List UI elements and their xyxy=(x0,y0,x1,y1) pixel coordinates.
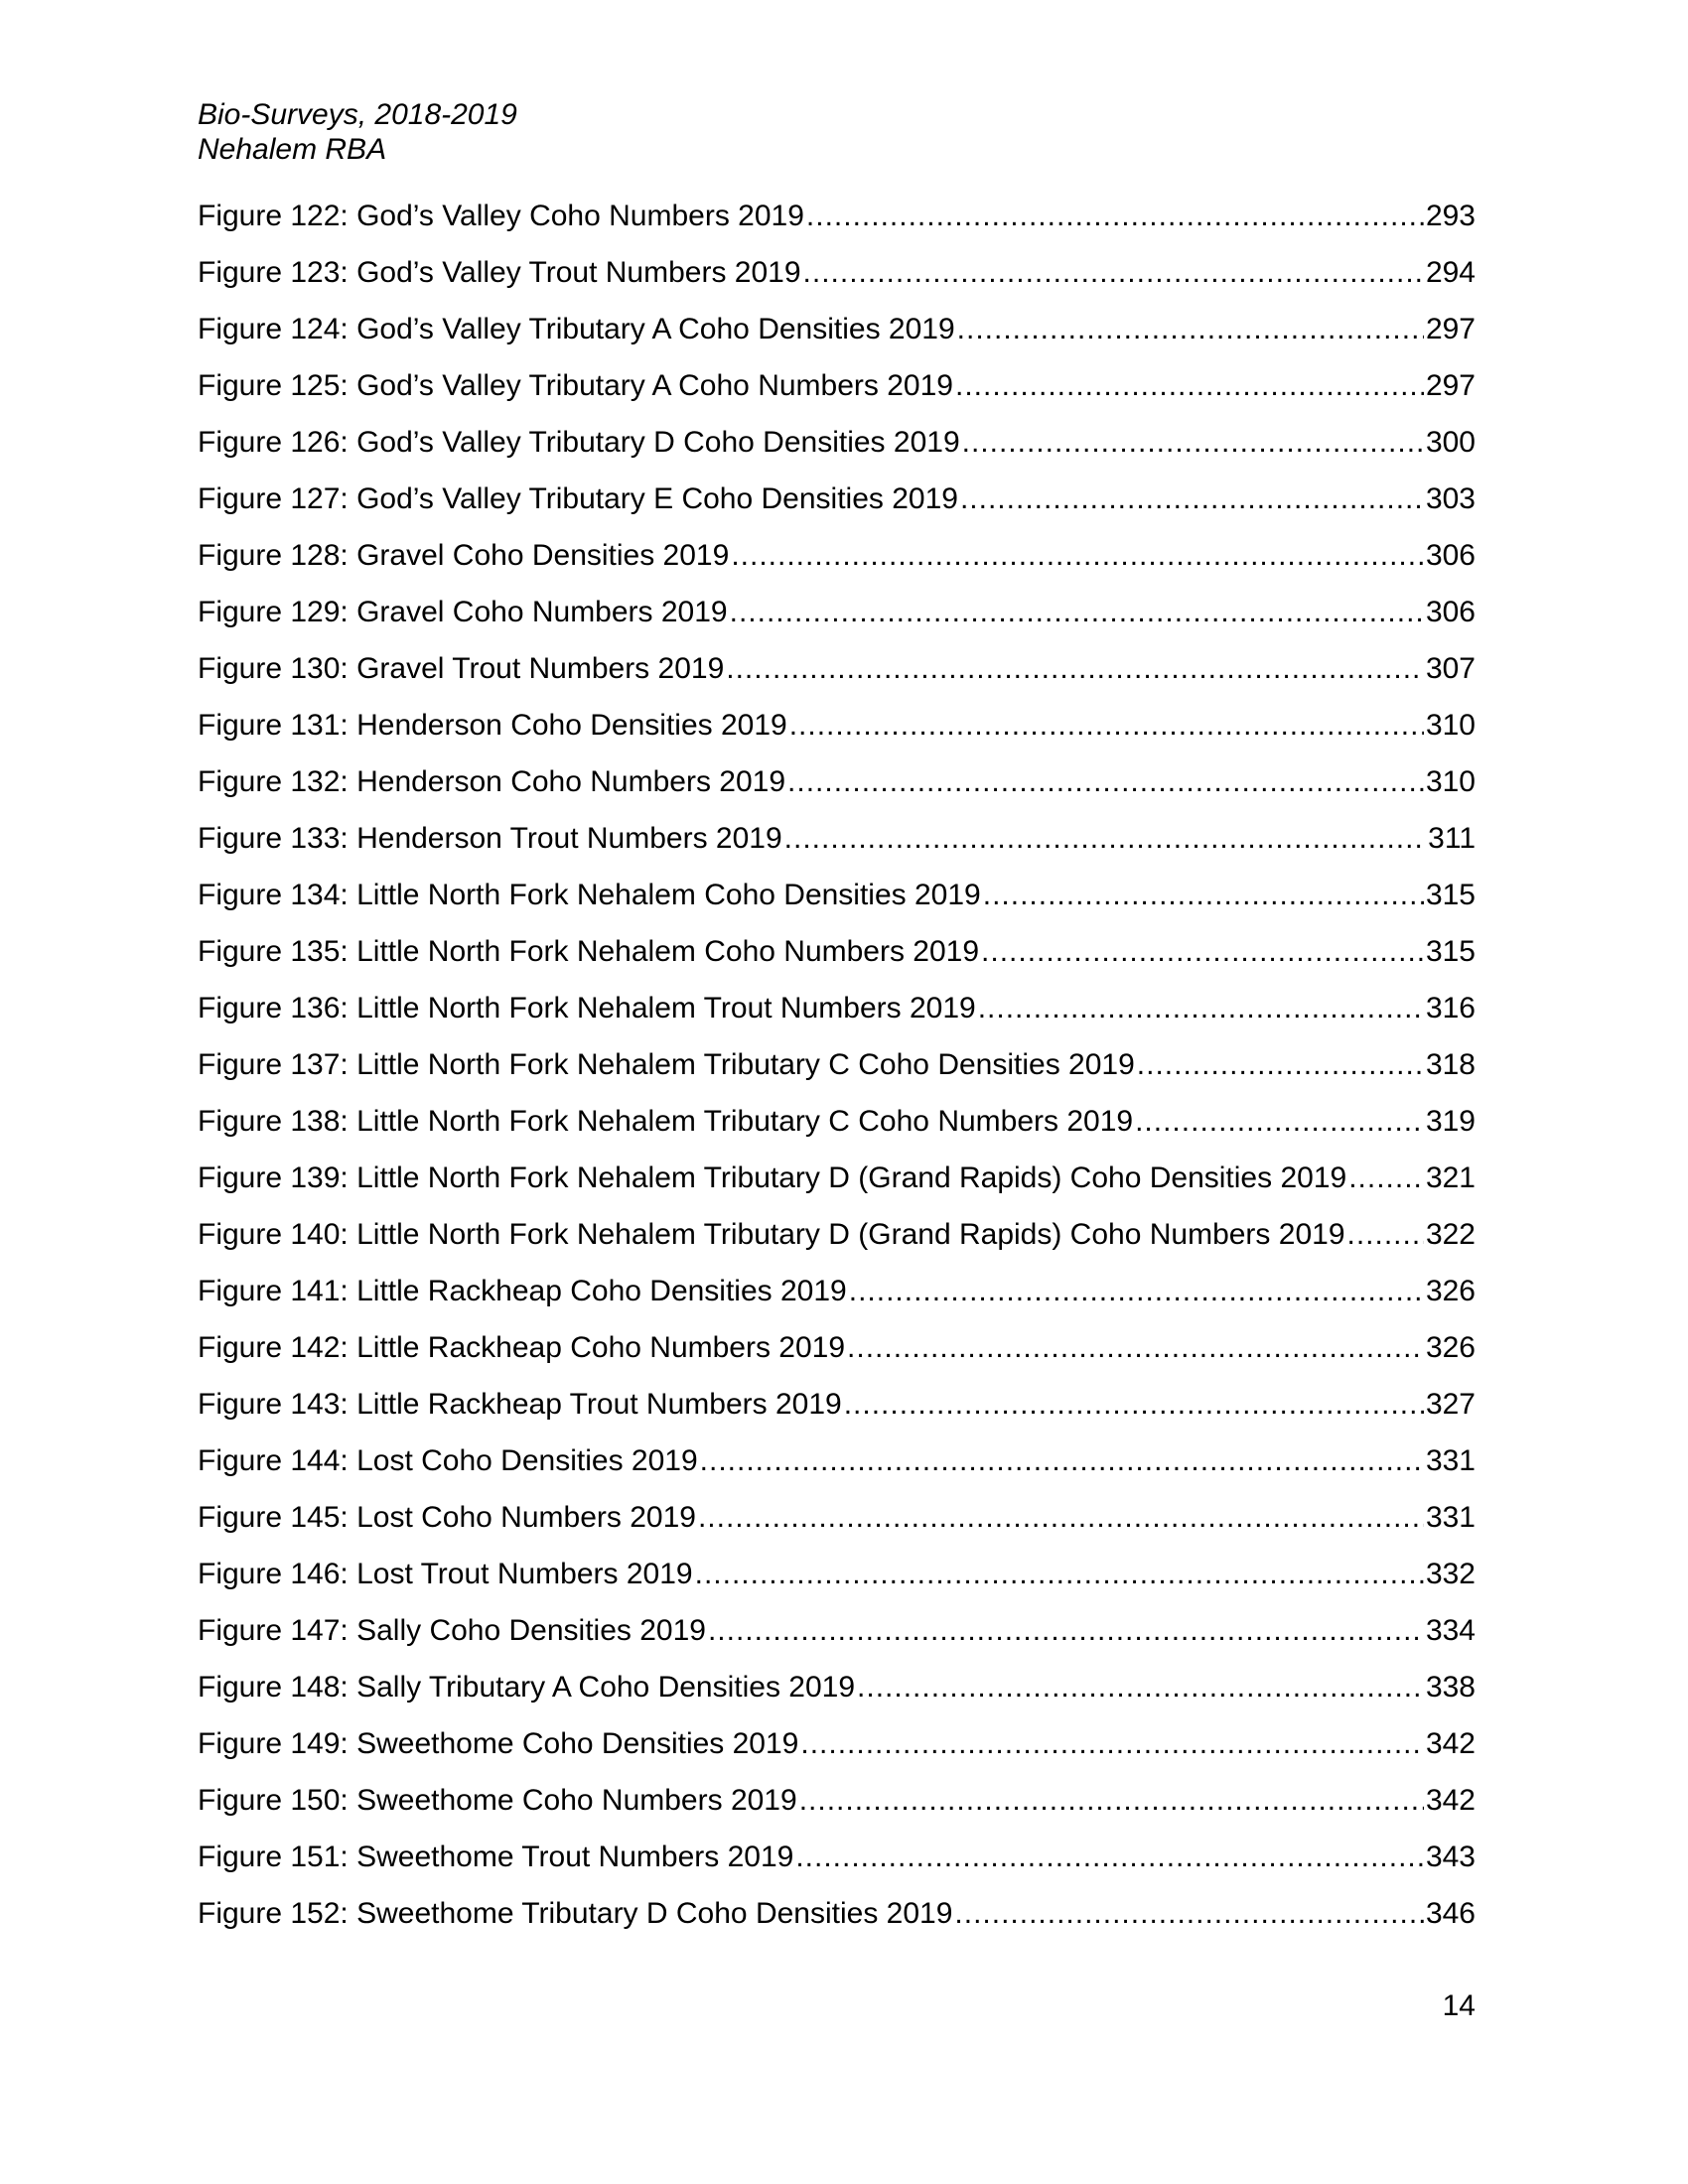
toc-entry[interactable] xyxy=(198,1894,1476,1951)
toc-entry-title: Figure 146: Lost Trout Numbers 2019 xyxy=(198,1558,693,1590)
toc-entry-title: Figure 132: Henderson Coho Numbers 2019 xyxy=(198,765,786,798)
toc-entry[interactable] xyxy=(198,1611,1476,1668)
toc-entry-title: Figure 122: God’s Valley Coho Numbers 2019 xyxy=(198,200,804,232)
toc-dot-leader xyxy=(800,1724,1424,1764)
toc-entry-title: Figure 141: Little Rackheap Coho Densities 2019 xyxy=(198,1275,847,1307)
toc-dot-leader xyxy=(726,649,1424,689)
toc-dot-leader xyxy=(1135,1102,1424,1142)
toc-entry-page: 334 xyxy=(1425,1614,1476,1647)
toc-entry-title: Figure 149: Sweethome Coho Densities 2019 xyxy=(198,1727,799,1760)
toc-entry[interactable] xyxy=(198,423,1476,479)
toc-entry-page: 303 xyxy=(1425,482,1476,515)
toc-entry-title: Figure 130: Gravel Trout Numbers 2019 xyxy=(198,652,725,685)
toc-entry-page: 297 xyxy=(1425,369,1476,402)
toc-dot-leader xyxy=(784,819,1427,859)
toc-dot-leader xyxy=(731,536,1424,576)
toc-entry[interactable] xyxy=(198,989,1476,1045)
toc-entry[interactable] xyxy=(198,1838,1476,1894)
toc-entry-title: Figure 134: Little North Fork Nehalem Coho Densities 2019 xyxy=(198,879,981,911)
toc-entry-title: Figure 152: Sweethome Tributary D Coho Densities 2019 xyxy=(198,1897,953,1930)
toc-entry-page: 342 xyxy=(1425,1784,1476,1817)
toc-entry[interactable] xyxy=(198,1385,1476,1441)
toc-dot-leader xyxy=(700,1441,1424,1481)
toc-entry-page: 306 xyxy=(1425,596,1476,628)
toc-entry[interactable] xyxy=(198,310,1476,366)
toc-dot-leader xyxy=(795,1838,1424,1877)
page-number: 14 xyxy=(1442,1989,1476,2022)
toc-entry-title: Figure 138: Little North Fork Nehalem Tributary C Coho Numbers 2019 xyxy=(198,1105,1134,1138)
toc-entry-page: 326 xyxy=(1425,1331,1476,1364)
toc-entry-title: Figure 123: God’s Valley Trout Numbers 2019 xyxy=(198,256,801,289)
toc-dot-leader xyxy=(1347,1215,1424,1255)
toc-entry-page: 297 xyxy=(1425,313,1476,345)
list-of-figures xyxy=(198,197,1476,1951)
toc-entry-title: Figure 147: Sally Coho Densities 2019 xyxy=(198,1614,706,1647)
toc-entry[interactable] xyxy=(198,1668,1476,1724)
toc-entry-page: 326 xyxy=(1425,1275,1476,1307)
toc-entry-title: Figure 139: Little North Fork Nehalem Tributary D (Grand Rapids) Coho Densities 2019 xyxy=(198,1161,1347,1194)
toc-entry[interactable] xyxy=(198,253,1476,310)
header-subtitle: Nehalem RBA xyxy=(198,133,387,166)
toc-entry[interactable] xyxy=(198,366,1476,423)
toc-entry-page: 321 xyxy=(1425,1161,1476,1194)
toc-dot-leader xyxy=(857,1668,1424,1707)
toc-entry[interactable] xyxy=(198,1328,1476,1385)
toc-entry[interactable] xyxy=(198,649,1476,706)
toc-dot-leader xyxy=(962,423,1424,463)
toc-entry[interactable] xyxy=(198,932,1476,989)
toc-entry-title: Figure 129: Gravel Coho Numbers 2019 xyxy=(198,596,728,628)
toc-entry-title: Figure 140: Little North Fork Nehalem Tributary D (Grand Rapids) Coho Numbers 2019 xyxy=(198,1218,1345,1251)
toc-entry[interactable] xyxy=(198,1215,1476,1272)
toc-entry-page: 316 xyxy=(1425,992,1476,1024)
toc-entry-page: 322 xyxy=(1425,1218,1476,1251)
toc-entry-page: 315 xyxy=(1425,935,1476,968)
toc-dot-leader xyxy=(954,1894,1424,1934)
toc-dot-leader xyxy=(730,593,1424,632)
toc-entry-title: Figure 127: God’s Valley Tributary E Coho Densities 2019 xyxy=(198,482,958,515)
toc-entry[interactable] xyxy=(198,1724,1476,1781)
toc-dot-leader xyxy=(983,876,1424,915)
toc-dot-leader xyxy=(698,1498,1424,1538)
toc-entry-page: 346 xyxy=(1425,1897,1476,1930)
toc-entry-page: 310 xyxy=(1425,709,1476,742)
toc-entry-title: Figure 150: Sweethome Coho Numbers 2019 xyxy=(198,1784,797,1817)
toc-entry[interactable] xyxy=(198,762,1476,819)
toc-entry-page: 318 xyxy=(1425,1048,1476,1081)
toc-dot-leader xyxy=(803,253,1424,293)
toc-dot-leader xyxy=(849,1272,1424,1311)
toc-entry[interactable] xyxy=(198,197,1476,253)
toc-entry-page: 310 xyxy=(1425,765,1476,798)
toc-entry-title: Figure 148: Sally Tributary A Coho Densities 2019 xyxy=(198,1671,856,1704)
toc-dot-leader xyxy=(806,197,1424,236)
toc-dot-leader xyxy=(978,989,1424,1028)
toc-dot-leader xyxy=(847,1328,1424,1368)
toc-entry-title: Figure 126: God’s Valley Tributary D Coho Densities 2019 xyxy=(198,426,960,459)
toc-entry[interactable] xyxy=(198,819,1476,876)
toc-entry-page: 293 xyxy=(1425,200,1476,232)
toc-entry-page: 300 xyxy=(1425,426,1476,459)
toc-entry-title: Figure 131: Henderson Coho Densities 2019 xyxy=(198,709,787,742)
toc-dot-leader xyxy=(787,762,1424,802)
toc-entry-title: Figure 125: God’s Valley Tributary A Coho Numbers 2019 xyxy=(198,369,953,402)
toc-entry[interactable] xyxy=(198,1102,1476,1159)
toc-entry-page: 332 xyxy=(1425,1558,1476,1590)
toc-dot-leader xyxy=(844,1385,1424,1425)
toc-dot-leader xyxy=(708,1611,1424,1651)
toc-dot-leader xyxy=(799,1781,1424,1821)
toc-entry-title: Figure 124: God’s Valley Tributary A Coho Densities 2019 xyxy=(198,313,955,345)
toc-entry[interactable] xyxy=(198,1781,1476,1838)
toc-entry[interactable] xyxy=(198,1045,1476,1102)
toc-entry-page: 327 xyxy=(1425,1388,1476,1421)
toc-entry-title: Figure 144: Lost Coho Densities 2019 xyxy=(198,1444,698,1477)
toc-entry-title: Figure 135: Little North Fork Nehalem Coho Numbers 2019 xyxy=(198,935,980,968)
toc-entry[interactable] xyxy=(198,1498,1476,1555)
toc-entry-page: 311 xyxy=(1428,822,1476,855)
toc-dot-leader xyxy=(981,932,1424,972)
toc-entry-page: 307 xyxy=(1425,652,1476,685)
toc-entry-title: Figure 143: Little Rackheap Trout Numbers 2019 xyxy=(198,1388,842,1421)
toc-entry[interactable] xyxy=(198,1441,1476,1498)
toc-entry-title: Figure 145: Lost Coho Numbers 2019 xyxy=(198,1501,696,1534)
toc-entry[interactable] xyxy=(198,1159,1476,1215)
toc-entry-title: Figure 137: Little North Fork Nehalem Tributary C Coho Densities 2019 xyxy=(198,1048,1135,1081)
toc-dot-leader xyxy=(955,366,1424,406)
toc-dot-leader xyxy=(695,1555,1424,1594)
toc-entry-page: 319 xyxy=(1425,1105,1476,1138)
toc-entry[interactable] xyxy=(198,1555,1476,1611)
toc-entry-page: 315 xyxy=(1425,879,1476,911)
toc-entry-title: Figure 133: Henderson Trout Numbers 2019 xyxy=(198,822,782,855)
toc-entry-page: 331 xyxy=(1425,1501,1476,1534)
toc-entry-page: 342 xyxy=(1425,1727,1476,1760)
toc-dot-leader xyxy=(960,479,1424,519)
toc-entry-title: Figure 142: Little Rackheap Coho Numbers 2019 xyxy=(198,1331,846,1364)
toc-entry-page: 294 xyxy=(1425,256,1476,289)
toc-dot-leader xyxy=(1137,1045,1424,1085)
toc-entry-page: 306 xyxy=(1425,539,1476,572)
toc-entry-page: 331 xyxy=(1425,1444,1476,1477)
toc-entry[interactable] xyxy=(198,1272,1476,1328)
toc-entry[interactable] xyxy=(198,479,1476,536)
toc-entry-page: 338 xyxy=(1425,1671,1476,1704)
header-title: Bio-Surveys, 2018-2019 xyxy=(198,98,517,131)
toc-dot-leader xyxy=(957,310,1424,349)
toc-entry-page: 343 xyxy=(1425,1841,1476,1873)
toc-entry[interactable] xyxy=(198,706,1476,762)
toc-entry-title: Figure 151: Sweethome Trout Numbers 2019 xyxy=(198,1841,794,1873)
toc-dot-leader xyxy=(1348,1159,1424,1198)
toc-entry-title: Figure 128: Gravel Coho Densities 2019 xyxy=(198,539,730,572)
toc-dot-leader xyxy=(789,706,1424,746)
toc-entry[interactable] xyxy=(198,536,1476,593)
toc-entry[interactable] xyxy=(198,876,1476,932)
toc-entry-title: Figure 136: Little North Fork Nehalem Trout Numbers 2019 xyxy=(198,992,976,1024)
toc-entry[interactable] xyxy=(198,593,1476,649)
running-header xyxy=(198,97,517,167)
